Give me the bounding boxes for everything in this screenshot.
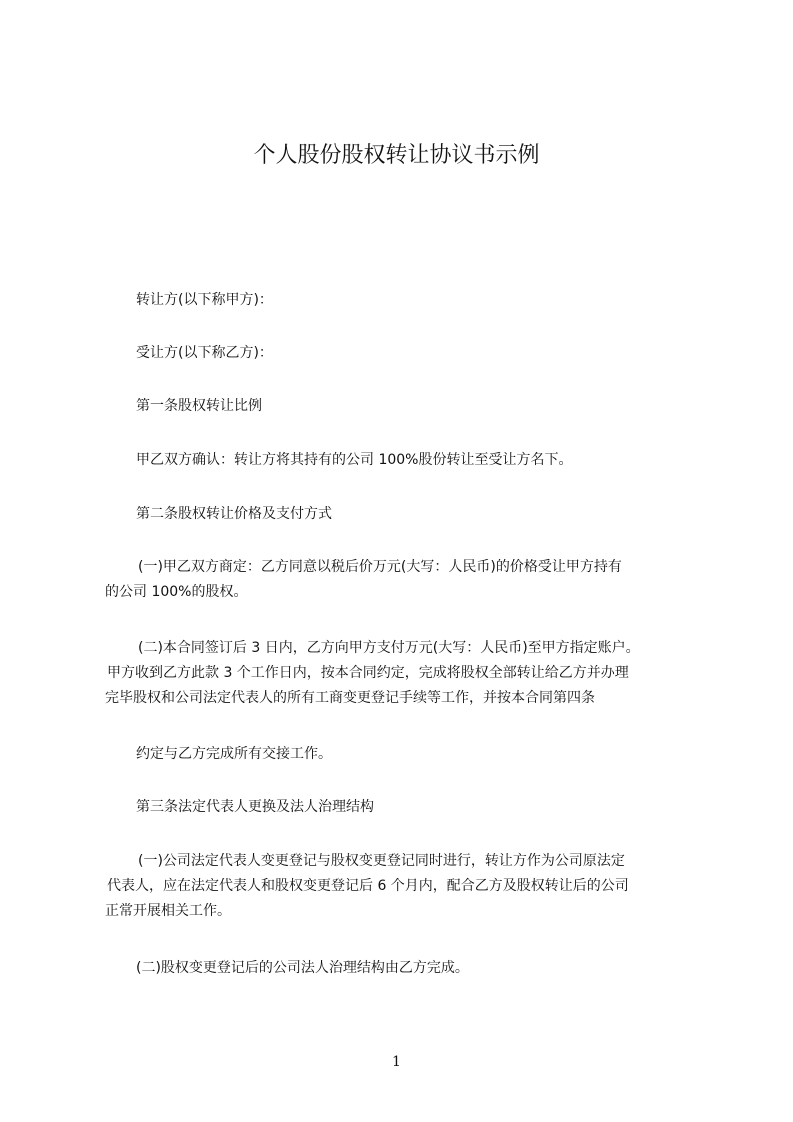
article-2-heading: [105, 502, 705, 527]
paragraph-transferor: [105, 288, 705, 313]
text-line: (一)甲乙双方商定：乙方同意以税后价万元(大写：人民币)的价格受让甲方持有: [138, 559, 622, 575]
text-line: 受让方(以下称乙方)：: [136, 345, 273, 361]
paragraph-article-3-clause-2: [105, 956, 705, 981]
text-line: 甲乙双方确认：转让方将其持有的公司 100%股份转让至受让方名下。: [136, 452, 573, 468]
article-1-heading: [105, 394, 705, 419]
paragraph-article-2-clause-1: [105, 555, 705, 605]
text-line: (二)本合同签订后 3 日内，乙方向甲方支付万元(大写：人民币)至甲方指定账户。: [138, 640, 640, 656]
text-line: 正常开展相关工作。: [105, 903, 231, 919]
text-line: (一)公司法定代表人变更登记与股权变更登记同时进行，转让方作为公司原法定: [138, 853, 625, 869]
text-line: 约定与乙方完成所有交接工作。: [136, 746, 332, 762]
text-line: 第一条股权转让比例: [136, 398, 262, 414]
text-line: 转让方(以下称甲方)：: [136, 292, 273, 308]
page-number: 1: [392, 1054, 401, 1070]
paragraph-article-3-clause-1: [105, 849, 705, 924]
text-line: 甲方收到乙方此款 3 个工作日内，按本合同约定，完成将股权全部转让给乙方并办理: [107, 665, 629, 681]
paragraph-article-2-clause-2: [105, 636, 705, 711]
paragraph-transferee: [105, 341, 705, 366]
document-title: 个人股份股权转让协议书示例: [253, 143, 540, 168]
text-line: 完毕股权和公司法定代表人的所有工商变更登记手续等工作，并按本合同第四条: [105, 690, 595, 706]
article-3-heading: [105, 795, 705, 820]
paragraph-article-1: [105, 448, 705, 473]
text-line: 的公司 100%的股权。: [105, 584, 248, 600]
text-line: (二)股权变更登记后的公司法人治理结构由乙方完成。: [136, 960, 469, 976]
text-line: 第三条法定代表人更换及法人治理结构: [136, 799, 374, 815]
paragraph-handover: [105, 742, 705, 767]
text-line: 第二条股权转让价格及支付方式: [136, 506, 332, 522]
text-line: 代表人，应在法定代表人和股权变更登记后 6 个月内，配合乙方及股权转让后的公司: [107, 878, 629, 894]
